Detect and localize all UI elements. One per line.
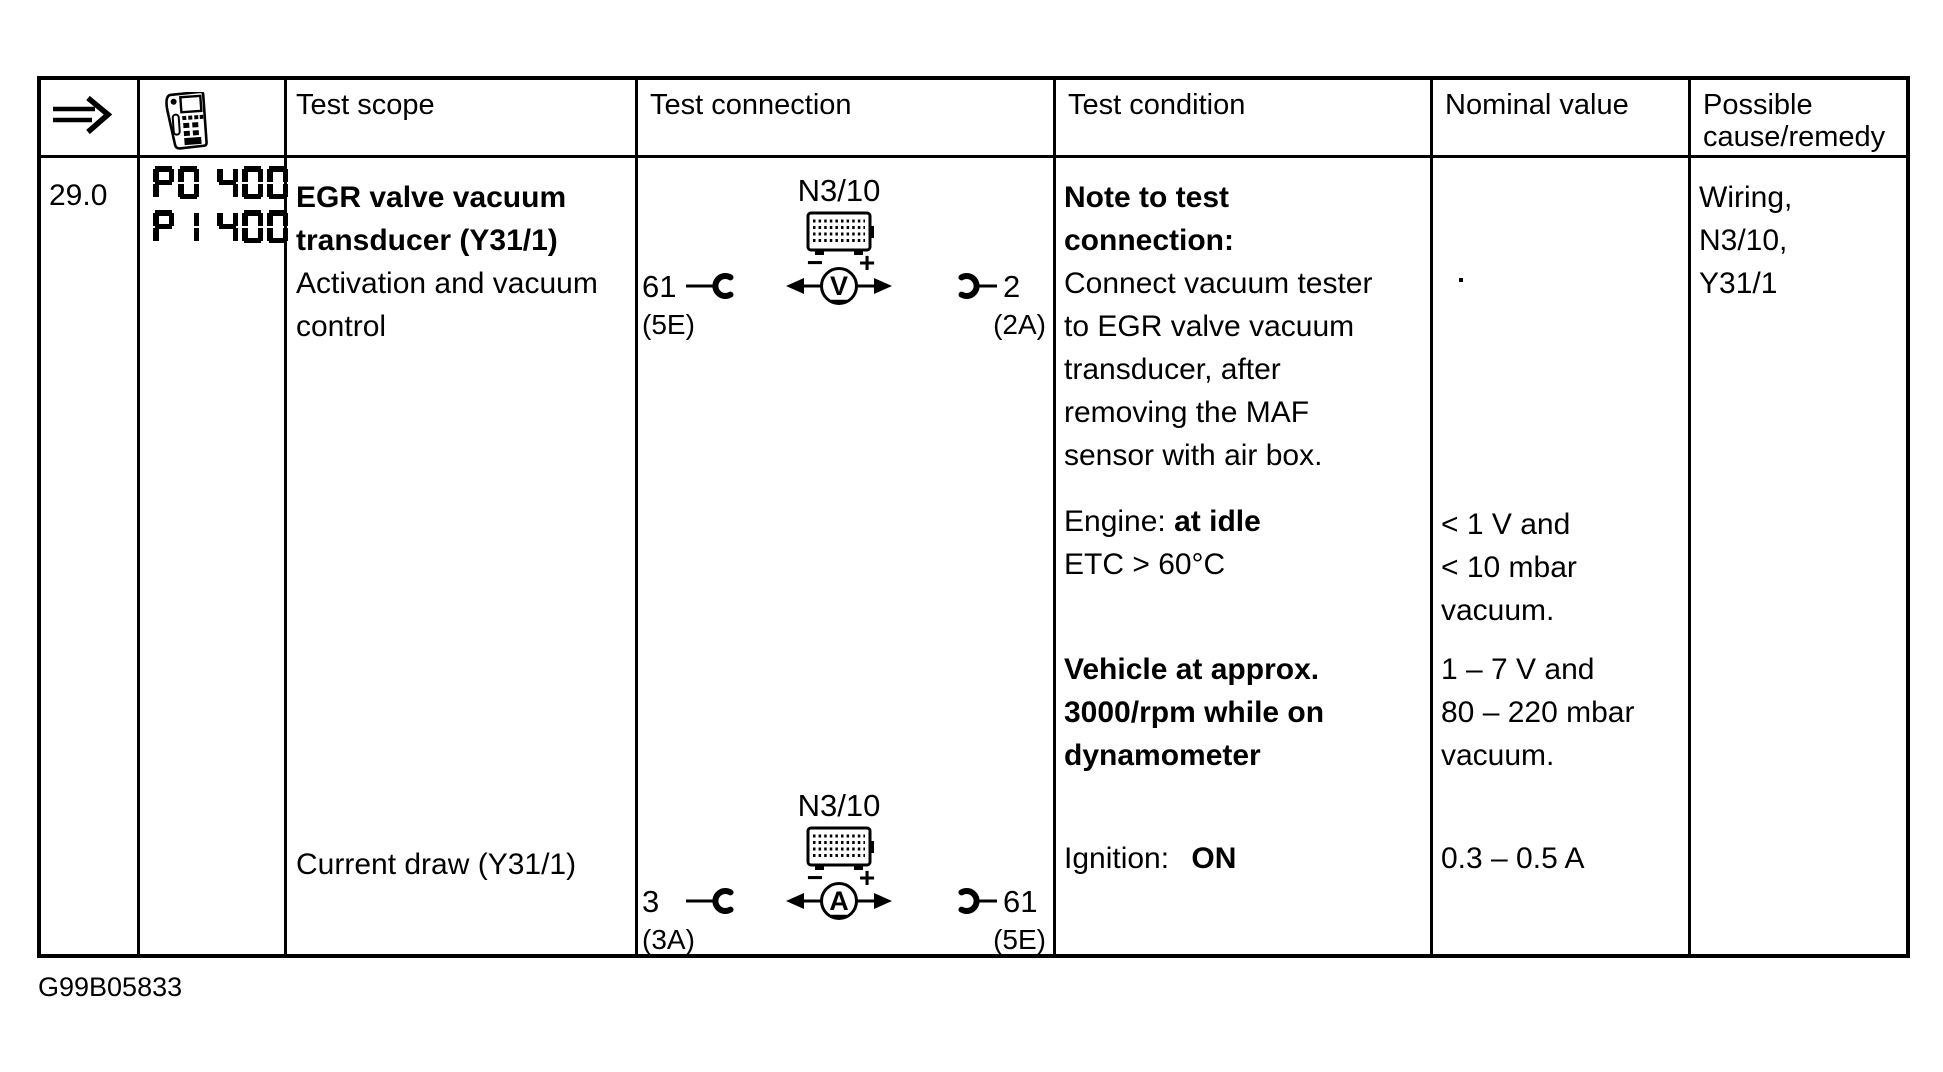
minus-sign: − bbox=[806, 862, 824, 893]
vehicle-line: Vehicle at approx. bbox=[1064, 653, 1320, 686]
header-test-scope bbox=[287, 80, 638, 158]
condition-vehicle-block bbox=[1064, 648, 1324, 777]
header-nominal-value bbox=[1433, 80, 1691, 158]
condition-note-block bbox=[1064, 176, 1372, 477]
header-label: Nominal value bbox=[1445, 89, 1629, 121]
ammeter-connection-diagram bbox=[639, 783, 1049, 955]
note-body-line: transducer, after bbox=[1064, 353, 1281, 386]
condition-engine-block bbox=[1064, 500, 1261, 586]
nominal-line: vacuum. bbox=[1441, 739, 1555, 772]
header-test-connection bbox=[638, 80, 1056, 158]
note-body-line: Connect vacuum tester bbox=[1064, 267, 1373, 300]
right-pin-label: 61 bbox=[1003, 884, 1038, 919]
scan-artifact-dot bbox=[1459, 278, 1463, 282]
fault-code-display bbox=[153, 210, 292, 243]
nominal-line: vacuum. bbox=[1441, 594, 1555, 627]
nominal-current-line: 0.3 – 0.5 A bbox=[1441, 842, 1585, 875]
header-test-condition bbox=[1056, 80, 1433, 158]
header-label: Test condition bbox=[1068, 89, 1246, 121]
cell-test-scope bbox=[287, 158, 638, 954]
fault-code-display bbox=[153, 166, 292, 199]
condition-ignition-block bbox=[1064, 837, 1236, 880]
cell-test-step bbox=[41, 158, 140, 954]
header-possible-cause bbox=[1691, 80, 1906, 158]
scope-second-item: Current draw (Y31/1) bbox=[296, 848, 577, 881]
nominal-idle-block bbox=[1441, 503, 1577, 632]
cause-line: Wiring, bbox=[1699, 181, 1793, 214]
figure-code: G99B05833 bbox=[38, 972, 183, 1002]
meter-letter: V bbox=[829, 271, 849, 301]
ignition-label: Ignition: bbox=[1064, 842, 1170, 875]
scope-title-line: EGR valve vacuum bbox=[296, 181, 567, 214]
cell-nominal-value bbox=[1433, 158, 1691, 954]
left-socket-label: (5E) bbox=[642, 309, 695, 340]
control-module-label: N3/10 bbox=[797, 788, 881, 823]
ammeter-icon bbox=[786, 862, 892, 919]
right-pin-label: 2 bbox=[1003, 269, 1021, 304]
socket-terminal-icon bbox=[962, 891, 977, 911]
nominal-dyno-block bbox=[1441, 648, 1634, 777]
cell-test-connection bbox=[638, 158, 1056, 954]
diagnostic-tester-icon bbox=[162, 92, 208, 150]
socket-terminal-icon bbox=[715, 276, 730, 296]
left-socket-label: (3A) bbox=[642, 924, 695, 955]
header-tester-cell bbox=[140, 80, 287, 158]
left-pin-label: 61 bbox=[642, 269, 677, 304]
right-socket-label: (5E) bbox=[993, 924, 1046, 955]
nominal-line: 1 – 7 V and bbox=[1441, 653, 1595, 686]
scope-title-line: transducer (Y31/1) bbox=[296, 224, 558, 257]
vehicle-line: dynamometer bbox=[1064, 739, 1261, 772]
cause-line: N3/10, bbox=[1699, 224, 1788, 257]
note-body-line: sensor with air box. bbox=[1064, 439, 1323, 472]
cause-line: Y31/1 bbox=[1699, 267, 1778, 300]
ignition-value: ON bbox=[1191, 842, 1237, 875]
note-title-line: connection: bbox=[1064, 224, 1234, 257]
minus-sign: − bbox=[806, 247, 824, 278]
left-pin-label: 3 bbox=[642, 884, 660, 919]
nominal-line: < 10 mbar bbox=[1441, 551, 1577, 584]
diagnostic-test-table bbox=[37, 76, 1910, 958]
note-body-line: to EGR valve vacuum bbox=[1064, 310, 1355, 343]
header-label: Test connection bbox=[650, 89, 852, 121]
header-nav-cell bbox=[41, 80, 140, 158]
socket-terminal-icon bbox=[715, 891, 730, 911]
note-body-line: removing the MAF bbox=[1064, 396, 1310, 429]
voltmeter-icon bbox=[786, 247, 892, 304]
nominal-line: 80 – 220 mbar bbox=[1441, 696, 1635, 729]
test-step-number: 29.0 bbox=[49, 179, 108, 212]
etc-line: ETC > 60°C bbox=[1064, 548, 1226, 581]
header-label: Test scope bbox=[296, 89, 435, 121]
cause-block bbox=[1699, 176, 1792, 305]
cell-possible-cause bbox=[1691, 158, 1906, 954]
meter-letter: A bbox=[829, 886, 849, 916]
scope-desc-line: control bbox=[296, 310, 387, 343]
engine-value: at idle bbox=[1174, 505, 1261, 538]
control-module-label: N3/10 bbox=[797, 173, 881, 208]
note-title-line: Note to test bbox=[1064, 181, 1229, 214]
header-label: Possible cause/remedy bbox=[1703, 89, 1886, 153]
plus-sign: + bbox=[858, 247, 876, 278]
scope-desc-line: Activation and vacuum bbox=[296, 267, 598, 300]
voltmeter-connection-diagram bbox=[639, 168, 1049, 340]
cell-test-condition bbox=[1056, 158, 1433, 954]
socket-terminal-icon bbox=[962, 276, 977, 296]
nominal-line: < 1 V and bbox=[1441, 508, 1571, 541]
engine-label: Engine: bbox=[1064, 505, 1166, 538]
right-socket-label: (2A) bbox=[993, 309, 1046, 340]
plus-sign: + bbox=[858, 862, 876, 893]
vehicle-line: 3000/rpm while on bbox=[1064, 696, 1325, 729]
scope-text-block bbox=[296, 176, 598, 348]
cell-fault-codes bbox=[140, 158, 287, 954]
double-right-arrow-icon bbox=[49, 94, 115, 136]
